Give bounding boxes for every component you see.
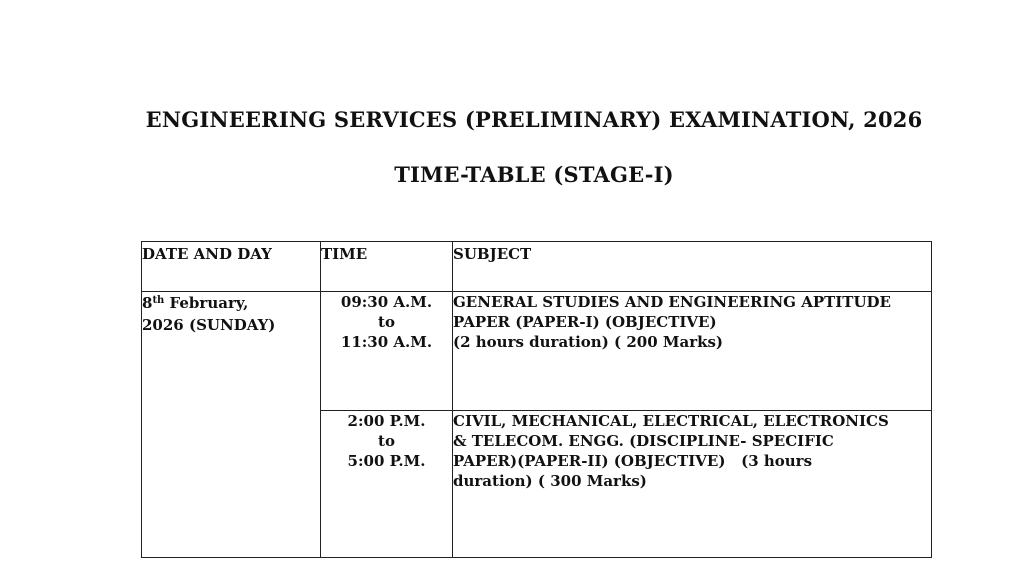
date-cell xyxy=(142,292,321,558)
document-subtitle: TIME-TABLE (STAGE-I) xyxy=(394,162,674,187)
session-2-subject-line: & TELECOM. ENGG. (DISCIPLINE- SPECIFIC xyxy=(453,432,834,450)
date-day-number: 8 xyxy=(142,294,153,312)
session-1-subject xyxy=(453,292,932,411)
date-month: February, xyxy=(164,294,249,312)
session-1-time xyxy=(321,292,453,411)
header-time: TIME xyxy=(321,242,453,292)
session-2-time-to: to xyxy=(378,432,395,450)
session-2-time xyxy=(321,411,453,558)
session-1-subject-line: GENERAL STUDIES AND ENGINEERING APTITUDE xyxy=(453,293,891,311)
session-2-subject-line: CIVIL, MECHANICAL, ELECTRICAL, ELECTRONICS xyxy=(453,412,889,430)
date-line-1 xyxy=(142,292,320,314)
session-2-subject xyxy=(453,411,932,558)
session-1-time-start: 09:30 A.M. xyxy=(340,293,433,311)
session-1-time-end: 11:30 A.M. xyxy=(340,333,433,351)
session-1-subject-line: PAPER (PAPER-I) (OBJECTIVE) xyxy=(453,313,717,331)
session-2-time-end: 5:00 P.M. xyxy=(347,452,426,470)
date-day-suffix: th xyxy=(152,295,165,306)
date-year-day: 2026 (SUNDAY) xyxy=(142,316,276,334)
session-1-time-to: to xyxy=(378,313,395,331)
table-header-row xyxy=(142,242,932,292)
session-1-subject-line: (2 hours duration) ( 200 Marks) xyxy=(453,333,724,351)
timetable xyxy=(141,241,932,558)
session-2-time-start: 2:00 P.M. xyxy=(347,412,426,430)
session-2-subject-line: PAPER)(PAPER-II) (OBJECTIVE) (3 hours xyxy=(453,452,813,470)
header-date-and-day: DATE AND DAY xyxy=(142,242,321,292)
document-title: ENGINEERING SERVICES (PRELIMINARY) EXAMINATION, 2026 xyxy=(145,107,923,132)
table-row xyxy=(142,292,932,411)
header-subject: SUBJECT xyxy=(453,242,932,292)
session-2-subject-line: duration) ( 300 Marks) xyxy=(453,472,647,490)
